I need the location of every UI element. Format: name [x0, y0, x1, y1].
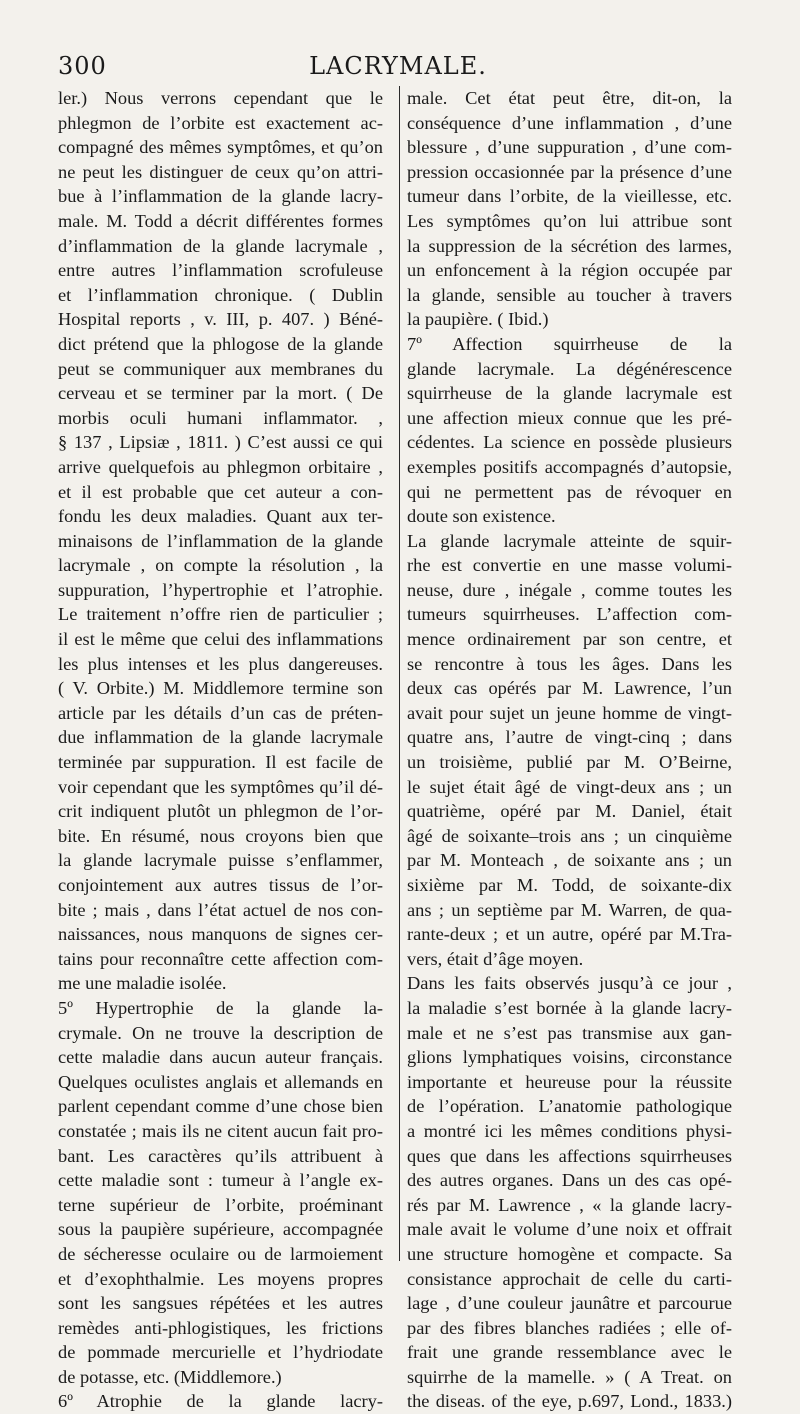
text-line: cerveau et se terminer par la mort. ( De	[58, 383, 383, 404]
text-line: tains pour reconnaître cette affection com-	[58, 948, 383, 969]
text-line: tumeurs squirrheuses. L’affection com-	[407, 604, 732, 625]
text-line: terminée par suppuration. Il est facile de	[58, 752, 383, 773]
text-line: 7º Affection squirrheuse de la	[407, 333, 732, 354]
text-line: âgé de soixante–trois ans ; un cinquième	[407, 825, 732, 846]
text-line: consistance approchait de celle du carti-	[407, 1268, 732, 1289]
text-line: se rencontre à tous les âges. Dans les	[407, 653, 732, 674]
text-line: un troisième, publié par M. O’Beirne,	[407, 752, 732, 773]
text-line: sixième par M. Todd, de soixante-dix	[407, 875, 732, 895]
text-line: des autres organes. Dans un des cas opé-	[407, 1170, 732, 1191]
text-line: un enfoncement à la région occupée par	[407, 260, 732, 281]
text-line: terne supérieur de l’orbite, proéminant	[58, 1194, 383, 1215]
text-line: me une maladie isolée.	[58, 973, 227, 994]
text-line: 6º Atrophie de la glande lacry-	[58, 1391, 383, 1412]
text-line: La glande lacrymale atteinte de squir-	[407, 530, 732, 551]
text-line: de potasse, etc. (Middlemore.)	[58, 1366, 282, 1387]
text-line: squirrheuse de la glande lacrymale est	[407, 383, 732, 404]
text-line: fondu les deux maladies. Quant aux ter-	[58, 506, 383, 527]
text-line: sous la paupière supérieure, accompagnée	[58, 1219, 383, 1240]
text-line: la glande lacrymale puisse s’enflammer,	[58, 850, 383, 871]
text-line: rante-deux ; et un autre, opéré par M.Tra-	[407, 924, 732, 945]
text-line: bue à l’inflammation de la glande lacry-	[58, 186, 383, 207]
text-line: par des fibres blanches radiées ; elle of-	[407, 1317, 732, 1338]
text-line: tumeur dans l’orbite, de la vieillesse, etc.	[407, 186, 732, 207]
text-line: crit indiquent plutôt un phlegmon de l’or-	[58, 801, 383, 822]
text-line: ques que dans les affections squirrheuses	[407, 1145, 732, 1166]
text-line: vers, était d’âge moyen.	[407, 948, 584, 969]
text-line: bite ; mais , dans l’état actuel de nos con-	[58, 899, 383, 920]
text-line: quatre ans, l’autre de vingt-cinq ; dans	[407, 727, 732, 748]
text-line: minaisons de l’inflammation de la glande	[58, 530, 383, 551]
text-line: due inflammation de la glande lacrymale	[58, 727, 383, 748]
text-line: qui ne permettent pas de révoquer en	[407, 481, 732, 502]
page-header	[58, 52, 738, 86]
text-line: avait pour sujet un jeune homme de vingt-	[407, 702, 732, 723]
text-line: Le traitement n’offre rien de particulier ;	[58, 604, 383, 625]
text-line: male. Cet état peut être, dit-on, la	[407, 88, 732, 108]
text-line: de sécheresse oculaire ou de larmoiement	[58, 1243, 383, 1264]
text-line: constatée ; mais ils ne citent aucun fait pro-	[58, 1120, 383, 1141]
text-line: glions lymphatiques voisins, circonstance	[407, 1047, 732, 1068]
text-line: peut se communiquer aux membranes du	[58, 358, 383, 379]
text-line: the diseas. of the eye, p.697, Lond., 1833.)	[407, 1391, 732, 1412]
text-line: les plus intenses et les plus dangereuses.	[58, 653, 383, 674]
text-line: mence ordinairement par son centre, et	[407, 629, 732, 650]
text-line: dict prétend que la phlogose de la glande	[58, 333, 383, 354]
text-line: suppuration, l’hypertrophie et l’atrophie.	[58, 579, 383, 600]
text-line: cette maladie dans aucun auteur français.	[58, 1047, 383, 1068]
text-line: 5º Hypertrophie de la glande la-	[58, 997, 383, 1018]
right-text-column	[407, 86, 732, 1414]
text-line: bite. En résumé, nous croyons bien que	[58, 825, 383, 846]
text-line: conséquence d’une inflammation , d’une	[407, 112, 732, 133]
text-line: parlent cependant comme d’une chose bien	[58, 1096, 383, 1117]
text-line: la paupière. ( Ibid.)	[407, 309, 549, 330]
text-line: ans ; un septième par M. Warren, de qua-	[407, 899, 732, 920]
text-line: deux cas opérés par M. Lawrence, l’un	[407, 678, 732, 699]
text-line: et l’inflammation chronique. ( Dublin	[58, 284, 383, 305]
text-line: lage , d’une couleur jaunâtre et parcourue	[407, 1293, 732, 1314]
text-line: squirrhe de la mamelle. » ( A Treat. on	[407, 1366, 732, 1387]
running-title: LACRYMALE.	[309, 52, 487, 80]
text-line: Les symptômes qu’on lui attribue sont	[407, 210, 732, 231]
column-divider	[399, 86, 400, 1261]
text-line: la maladie s’est bornée à la glande lacry-	[407, 997, 732, 1018]
text-line: la suppression de la sécrétion des larmes,	[407, 235, 732, 256]
text-line: voir cependant que les symptômes qu’il dé-	[58, 776, 383, 797]
text-line: § 137 , Lipsiæ , 1811. ) C’est aussi ce qui	[58, 432, 383, 453]
text-line: article par les détails d’un cas de préten-	[58, 702, 383, 723]
text-line: d’inflammation de la glande lacrymale ,	[58, 235, 383, 256]
text-line: male avait le volume d’une noix et offrait	[407, 1219, 732, 1240]
text-line: par M. Monteach , de soixante ans ; un	[407, 850, 732, 871]
text-line: de l’opération. L’anatomie pathologique	[407, 1096, 732, 1117]
text-line: a montré ici les mêmes conditions physi-	[407, 1120, 732, 1141]
text-line: conjointement aux autres tissus de l’or-	[58, 875, 383, 895]
text-line: entre autres l’inflammation scrofuleuse	[58, 260, 383, 281]
text-line: compagné des mêmes symptômes, et qu’on	[58, 137, 383, 158]
text-line: quatrième, opéré par M. Daniel, était	[407, 801, 732, 822]
text-line: la glande, sensible au toucher à travers	[407, 284, 732, 305]
text-line: rés par M. Lawrence , « la glande lacry-	[407, 1194, 732, 1215]
text-line: morbis oculi humani inflammator. ,	[58, 407, 383, 428]
text-line: neuse, dure , inégale , comme toutes les	[407, 579, 732, 600]
text-line: blessure , d’une suppuration , d’une com-	[407, 137, 732, 158]
text-line: Dans les faits observés jusqu’à ce jour ,	[407, 973, 732, 994]
page-number: 300	[58, 52, 107, 80]
text-line: cédentes. La science en possède plusieurs	[407, 432, 732, 453]
text-line: ne peut les distinguer de ceux qu’on attri-	[58, 161, 383, 182]
text-line: cette maladie sont : tumeur à l’angle ex-	[58, 1170, 383, 1191]
text-line: Quelques oculistes anglais et allemands en	[58, 1071, 383, 1092]
text-line: glande lacrymale. La dégénérescence	[407, 358, 732, 379]
text-line: Hospital reports , v. III, p. 407. ) Béné-	[58, 309, 383, 330]
text-line: importante et heureuse pour la réussite	[407, 1071, 732, 1092]
text-line: male. M. Todd a décrit différentes formes	[58, 210, 383, 231]
text-line: male et ne s’est pas transmise aux gan-	[407, 1022, 732, 1043]
text-line: doute son existence.	[407, 506, 556, 527]
text-line: exemples positifs accompagnés d’autopsie,	[407, 456, 732, 477]
text-line: remèdes anti-phlogistiques, les frictions	[58, 1317, 383, 1338]
text-line: de pommade mercurielle et l’hydriodate	[58, 1342, 383, 1363]
text-line: arrive quelquefois au phlegmon orbitaire ,	[58, 456, 383, 477]
left-text-column	[58, 86, 383, 1414]
text-line: crymale. On ne trouve la description de	[58, 1022, 383, 1043]
text-line: le sujet était âgé de vingt-deux ans ; un	[407, 776, 732, 797]
text-line: ler.) Nous verrons cependant que le	[58, 88, 383, 108]
text-line: et d’exophthalmie. Les moyens propres	[58, 1268, 383, 1289]
text-line: une affection mieux connue que les pré-	[407, 407, 732, 428]
text-line: rhe est convertie en une masse volumi-	[407, 555, 732, 576]
text-line: naissances, nous manquons de signes cer-	[58, 924, 383, 945]
text-line: il est le même que celui des inflammations	[58, 629, 383, 650]
text-line: phlegmon de l’orbite est exactement ac-	[58, 112, 383, 133]
text-line: frait une grande ressemblance avec le	[407, 1342, 732, 1363]
text-line: sont les sangsues répétées et les autres	[58, 1293, 383, 1314]
text-line: et il est probable que cet auteur a con-	[58, 481, 383, 502]
text-line: ( V. Orbite.) M. Middlemore termine son	[58, 678, 383, 699]
text-line: bant. Les caractères qu’ils attribuent à	[58, 1145, 383, 1166]
text-line: lacrymale , on compte la résolution , la	[58, 555, 383, 576]
text-line: une structure homogène et compacte. Sa	[407, 1243, 732, 1264]
text-line: pression occasionnée par la présence d’une	[407, 161, 732, 182]
